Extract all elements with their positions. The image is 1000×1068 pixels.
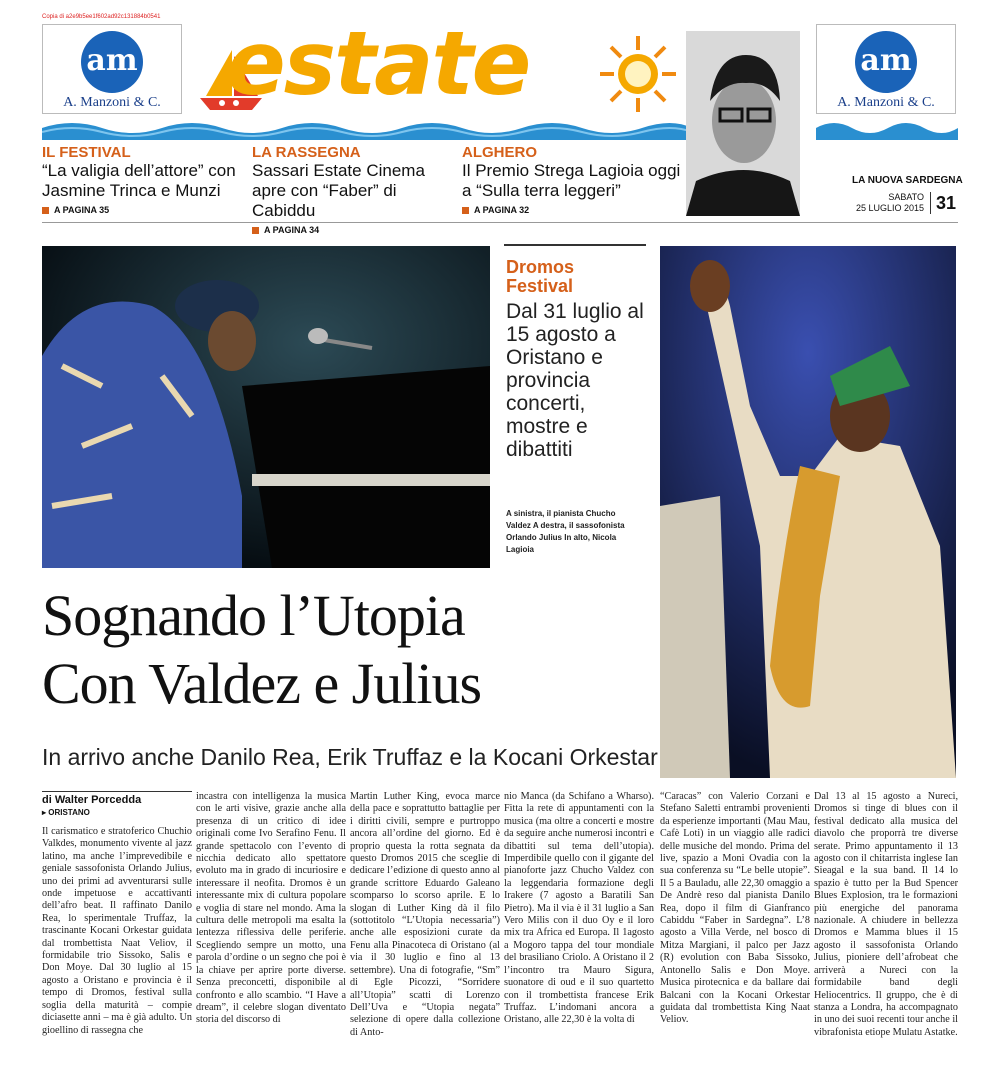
paper-date-block <box>852 192 924 214</box>
teaser-label: LA RASSEGNA <box>252 144 361 161</box>
byline-block <box>42 791 192 817</box>
paper-day: SABATO <box>888 192 924 202</box>
dromos-title: Dromos Festival <box>506 257 575 296</box>
masthead-title: estate <box>226 12 530 115</box>
photo-illustration-sax <box>660 246 956 778</box>
article-column-6: Dal 13 al 15 agosto a Nureci, Dromos si tinge di blues con il festival dedicato alla musica del diavolo che proporrà tre diverse serate. Primo appuntamento il 13 agosto con il chitarrista inglese Ian Sieagal e la sua band. Il 14 lo spazio è tutto per la Bud Spencer Blues Explosion, tra le formazioni più energiche del panorama nazionale. A chiudere in bellezza Dromos e Mamma blues il 15 agosto il sassofonista Orlando Julius, pioniere dell’afrobeat che arriverà a Nureci con la formidabile band degli Heliocentrics. Il gruppo, che è di stanza a Londra, ha accompagnato in uno dei suoi recenti tour anche il vibrafonista etiope Mulatu Astatke. <box>814 791 958 1038</box>
square-bullet-icon <box>462 207 469 214</box>
photo-illustration-piano <box>42 246 490 568</box>
teaser-page: A PAGINA 34 <box>252 225 457 235</box>
logo-text: A. Manzoni & C. <box>63 95 161 110</box>
portrait-photo-lagioia <box>686 31 800 216</box>
byline: di Walter Porcedda <box>42 791 192 806</box>
dromos-box <box>506 258 646 461</box>
logo-text: A. Manzoni & C. <box>837 95 935 110</box>
teaser-festival[interactable] <box>42 144 247 215</box>
wave-band-right <box>816 110 958 140</box>
teaser-text: Sassari Estate Cinema apre con “Faber” di Cabiddu <box>252 161 425 220</box>
manzoni-logo-left <box>42 24 182 114</box>
photo-caption: A sinistra, il pianista Chucho Valdez A destra, il sassofonista Orlando Julius In alto, Nicola Lagioia <box>506 509 625 554</box>
page-number: 31 <box>936 193 957 213</box>
portrait-illustration <box>686 31 800 216</box>
article-column-3: Martin Luther King, evoca marce della pace e soprattutto battaglie per i diritti civili, sempre e purtroppo ancora all’ordine del giorno. Ed è proprio questa la rotta segnata da questo Dromos 2015 che sceglie di dedicare l’edizione di questo anno al grande scrittore Eduardo Galeano scomparso lo scorso aprile. E lo slogan di Luther King dà il filo (sottotitolo “L’Utopia necessaria”) anche alle esposizioni curate da Fenu alla Pinacoteca di Oristano (al via il 30 luglio e fino al 13 settembre). Una di fotografie, “Sm” di Egle Picozzi, “Sorridere all’Utopia” scatti di Lorenzo Dell’Uva e “Utopia negata” selezione di opere dalla collezione di Anto- <box>350 791 500 1038</box>
subheadline: In arrivo anche Danilo Rea, Erik Truffaz e la Kocani Orkestar <box>42 744 658 770</box>
teaser-label: IL FESTIVAL <box>42 144 131 161</box>
photo-orlando-julius <box>660 246 956 778</box>
teaser-text: Il Premio Strega Lagioia oggi a “Sulla terra leggeri” <box>462 161 681 200</box>
article-column-1: Il carismatico e stratoferico Chuchio Valkdes, monumento vivente al jazz latino, ma anche l’imprevedibile e geniale sassofonista Orlando Julius, uno dei primi ad avventurarsi sulle onde impetuose e accattivanti dell’afro beat. Il raffinato Danilo Rea, lo sperimentale Truffaz, la trascinante Kocani Orkestar guidata dal trombettista Naat Veliov, il formidabile trio Sissoko, Salis e Don Moye. Dal 30 luglio al 15 agosto a Oristano e provincia è il tempo di Dromos, festival sulla soglia della maturità – compie diciasette anni – ma è già adulto. Un gioellino di rassegna che <box>42 826 192 1036</box>
teaser-alghero[interactable] <box>462 144 682 215</box>
article-column-5: “Caracas” con Valerio Corzani e Stefano Saletti entrambi provenienti da esperienze importanti (Mau Mau, Cafè Loti) in un viaggio alle radici delle musiche del mondo. Prima del live, spazio a Moni Ovadia con la sua conferenza su “Le belle utopie”. Il 5 a Bauladu, alle 22,30 omaggio a De Andrè reso dal pianista Danilo Rea, dopo il film di Gianfranco Cabiddu “Faber in Sardegna”. L’8 agosto a Villa Verde, nel bosco di Mitza Margiani, il palco per Jazz (R) evolution con Baba Sissoko, Antonello Salis e Don Moye. Musica pirotecnica e da ballare dai Balcani con la Kocani Orkestar guidata dal trombettista King Naat Veliov. <box>660 791 810 1026</box>
article-column-2: incastra con intelligenza la musica con le arti visive, grazie anche alla presenza di un critico di idee originali come Ivo Serafino Fenu. Il grande spettacolo con l’evento di nicchia dedicato allo spettatore evoluto ma in grado di incuriosire e interessare il neofita. Dromos è un interessante mix di cultura popolare e voglia di stare nel mondo. Ama la cultura delle metropoli ma esalta la lentezza riflessiva delle periferie. Scegliendo sempre un motto, una parola d’ordine o un segno che poi è la chiave per aprire porte diverse. Senza preconcetti, disponibile al confronto e allo scambio. “I Have a dream”, il celebre slogan diventato storia del discorso di <box>196 791 346 1026</box>
teaser-label: ALGHERO <box>462 144 537 161</box>
dateline-location: ▸ ORISTANO <box>42 808 90 817</box>
photo-chucho-valdez <box>42 246 490 568</box>
teaser-page: A PAGINA 35 <box>42 205 247 215</box>
paper-date: 25 LUGLIO 2015 <box>855 203 924 213</box>
dromos-text: Dal 31 luglio al 15 agosto a Oristano e provincia concerti, mostre e dibattiti <box>506 300 644 461</box>
logo-monogram: am <box>81 31 143 93</box>
teaser-page: A PAGINA 32 <box>462 205 682 215</box>
article-column-4: nio Manca (da Schifano a Wharso). Fitta la rete di appuntamenti con la musica (ma oltre a concerti e mostre da seguire anche numerosi incontri e dibattiti sul tema dell’utopia). Imperdibile quello con il gigante del pianoforte jazz Chucho Valdez con la leggendaria formazione degli Irakere (7 agosto a Baratili San Pietro). Ma il via è il 31 luglio a San Vero Milis con il duo Oy e il loro mix tra Africa ed Europa. Il 1agosto a Mogoro tappa del tour mondiale del brasiliano Criolo. A Oristano il 2 l’incontro tra Mauro Sigura, suonatore di oud e il suo quartetto con il trombettista francese Erik Truffaz. L’indomani ancora a Oristano, alle 22,30 è la volta di <box>504 791 654 1026</box>
manzoni-logo-right <box>816 24 956 114</box>
teaser-text: “La valigia dell’attore” con Jasmine Trinca e Munzi <box>42 161 236 200</box>
headline-line2: Con Valdez e Julius <box>42 651 482 716</box>
copy-note: Copia di a2e9b5ee1f602ad92c131884b0541 <box>42 14 161 20</box>
paper-name: LA NUOVA SARDEGNA <box>852 175 963 186</box>
square-bullet-icon <box>252 227 259 234</box>
sun-icon <box>598 34 678 114</box>
headline-line1: Sognando l’Utopia <box>42 583 465 648</box>
logo-monogram: am <box>855 31 917 93</box>
square-bullet-icon <box>42 207 49 214</box>
